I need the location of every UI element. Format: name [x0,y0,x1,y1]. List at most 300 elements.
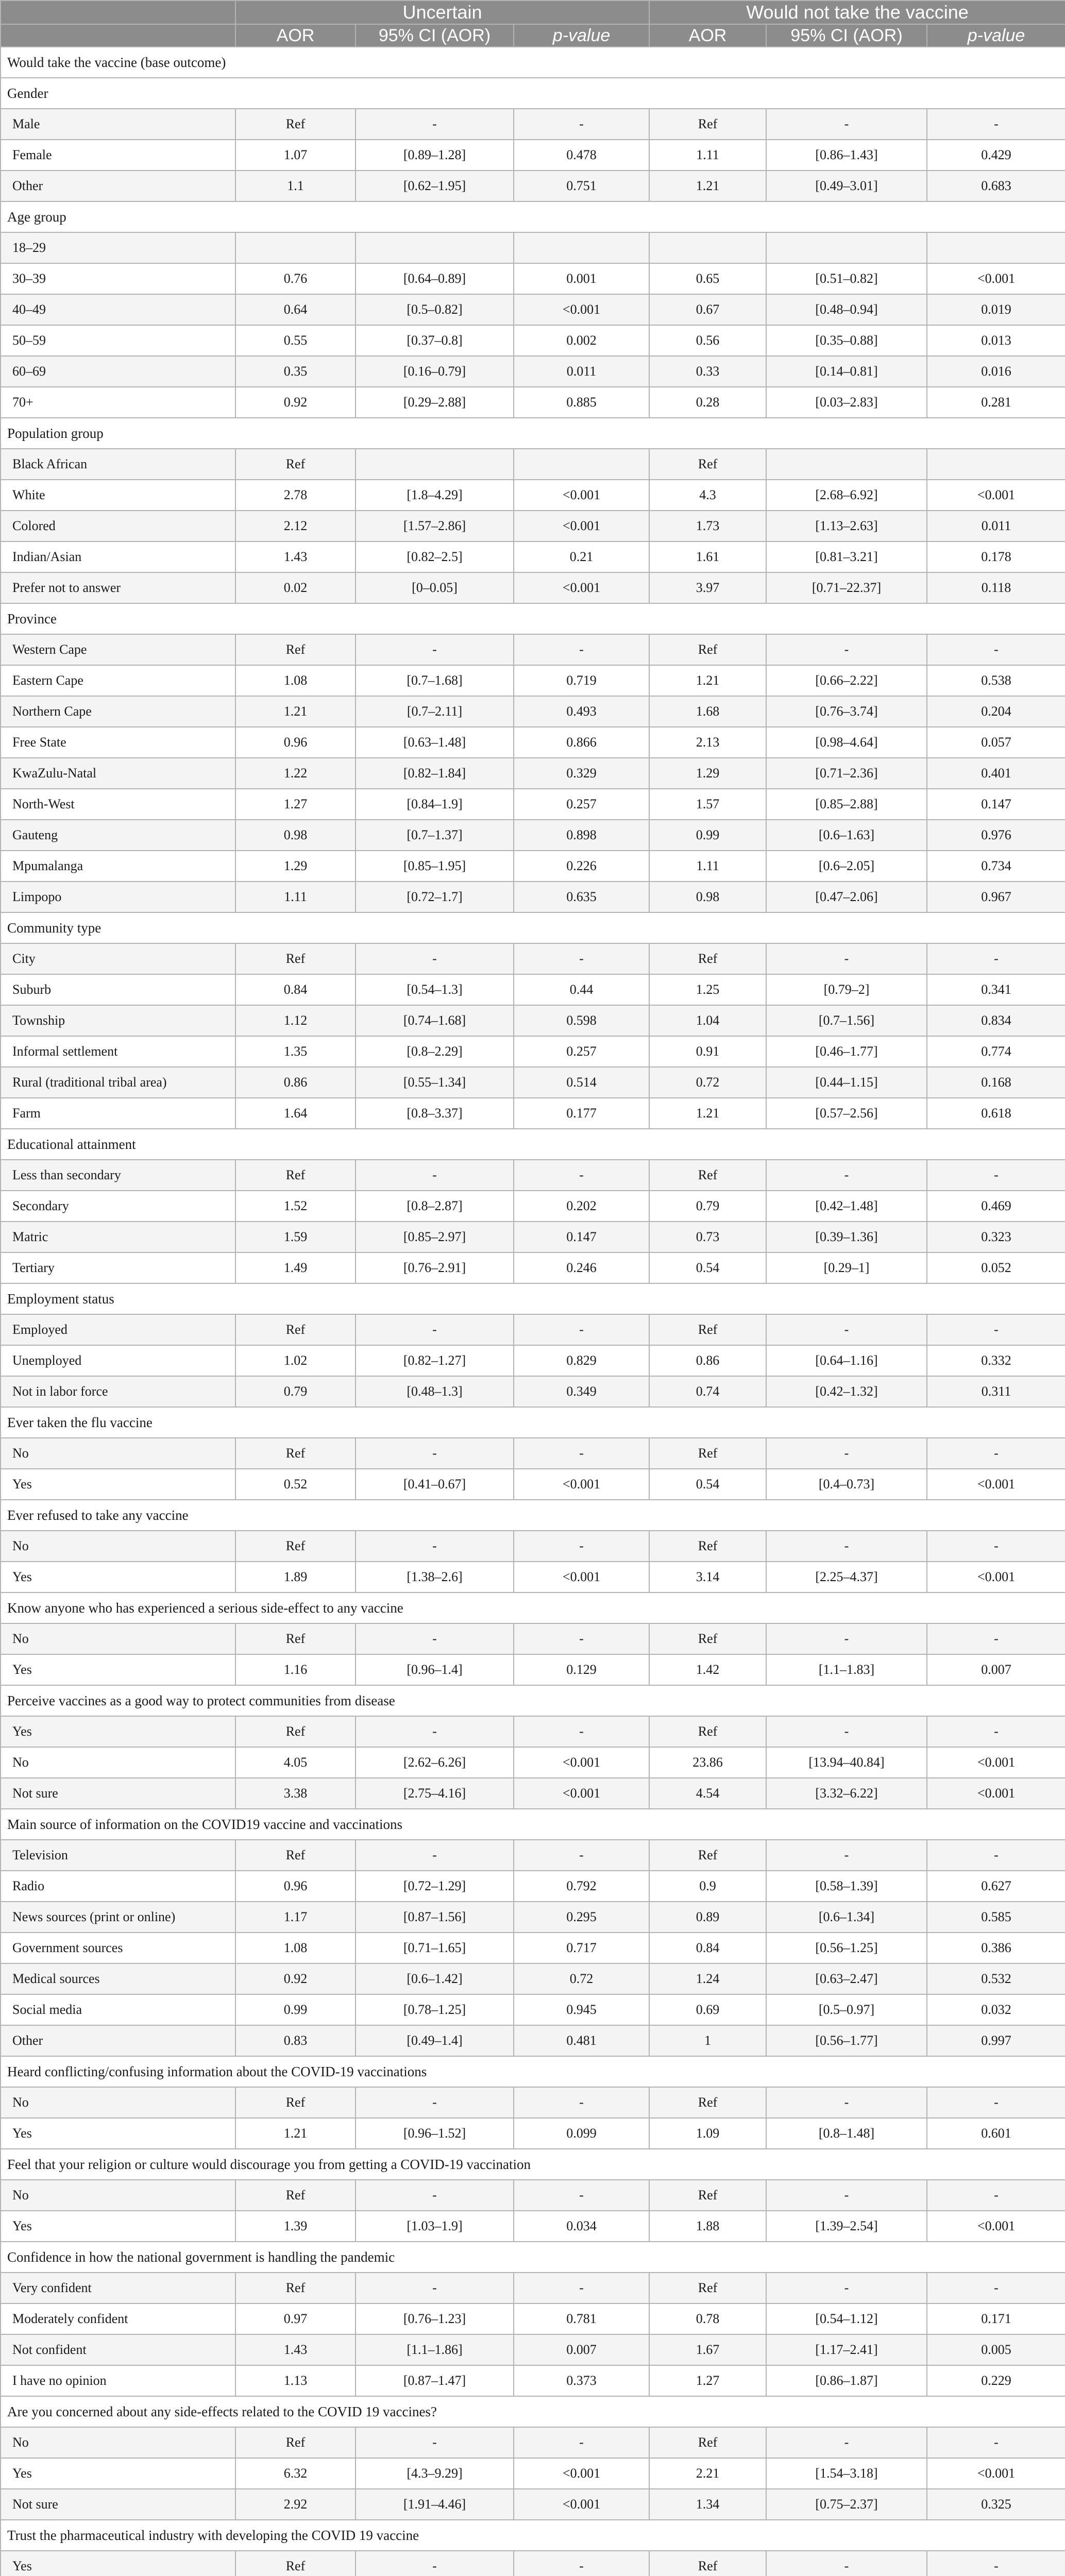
cell-uncertain-aor: 1.89 [235,1562,356,1592]
table-row [1,943,1065,974]
cell-wouldnot-aor: 0.33 [649,356,766,387]
cell-uncertain-aor: 1.64 [235,1098,356,1129]
cell-uncertain-pvalue: 0.002 [514,325,649,356]
row-label: 18–29 [1,232,235,263]
cell-wouldnot-ci: - [766,2087,927,2118]
cell-uncertain-pvalue: 0.514 [514,1067,649,1098]
cell-uncertain-pvalue: - [514,1438,649,1469]
cell-wouldnot-pvalue: 0.118 [927,572,1065,603]
cell-wouldnot-pvalue: <0.001 [927,263,1065,294]
cell-wouldnot-ci [766,449,927,480]
cell-wouldnot-aor: 1.11 [649,140,766,171]
row-label: Female [1,140,235,171]
cell-wouldnot-pvalue: - [927,1716,1065,1747]
cell-wouldnot-aor: 0.78 [649,2303,766,2334]
cell-uncertain-pvalue: 0.478 [514,140,649,171]
cell-wouldnot-aor: 1.04 [649,1005,766,1036]
cell-wouldnot-ci: - [766,109,927,140]
row-label: Male [1,109,235,140]
cell-uncertain-pvalue: 0.373 [514,2365,649,2396]
cell-wouldnot-aor: Ref [649,109,766,140]
table-row [1,2118,1065,2149]
section-header-row [1,418,1065,449]
cell-uncertain-aor: 0.98 [235,820,356,851]
cell-uncertain-aor: 0.84 [235,974,356,1005]
cell-uncertain-pvalue: <0.001 [514,1778,649,1809]
table-row [1,1191,1065,1222]
cell-wouldnot-ci: [0.56–1.25] [766,1933,927,1963]
row-label: Yes [1,2458,235,2489]
table-row [1,1376,1065,1407]
cell-wouldnot-aor: 1.57 [649,789,766,820]
table-row [1,171,1065,201]
cell-uncertain-aor: 1.1 [235,171,356,201]
cell-wouldnot-pvalue: - [927,2087,1065,2118]
table-row [1,1778,1065,1809]
cell-wouldnot-pvalue: 0.013 [927,325,1065,356]
cell-uncertain-pvalue: - [514,1531,649,1562]
cell-wouldnot-aor: 0.91 [649,1036,766,1067]
cell-wouldnot-pvalue: 0.997 [927,2025,1065,2056]
cell-wouldnot-aor: 1.68 [649,696,766,727]
table-row [1,1963,1065,1994]
cell-uncertain-ci: [1.1–1.86] [356,2334,514,2365]
cell-uncertain-ci: [0.37–0.8] [356,325,514,356]
row-label: Township [1,1005,235,1036]
cell-uncertain-ci: [4.3–9.29] [356,2458,514,2489]
table-row [1,140,1065,171]
cell-uncertain-ci: [0.5–0.82] [356,294,514,325]
row-label: Yes [1,2118,235,2149]
table-row [1,2489,1065,2520]
cell-uncertain-pvalue: 0.781 [514,2303,649,2334]
cell-uncertain-pvalue: - [514,2427,649,2458]
row-label: 40–49 [1,294,235,325]
cell-wouldnot-aor: 1.24 [649,1963,766,1994]
cell-uncertain-ci: - [356,634,514,665]
cell-wouldnot-pvalue: <0.001 [927,2211,1065,2242]
cell-uncertain-pvalue: 0.717 [514,1933,649,1963]
cell-uncertain-aor: 2.12 [235,511,356,541]
table-row [1,1222,1065,1252]
cell-uncertain-pvalue: <0.001 [514,1562,649,1592]
cell-wouldnot-aor: 2.21 [649,2458,766,2489]
row-label: Rural (traditional tribal area) [1,1067,235,1098]
cell-wouldnot-pvalue: 0.147 [927,789,1065,820]
cell-uncertain-ci: [0.8–2.29] [356,1036,514,1067]
cell-wouldnot-aor: 1.29 [649,758,766,789]
row-label: Gauteng [1,820,235,851]
cell-wouldnot-aor: 0.54 [649,1252,766,1283]
cell-uncertain-aor: 1.13 [235,2365,356,2396]
cell-uncertain-pvalue: 0.72 [514,1963,649,1994]
section-header-row [1,2396,1065,2427]
cell-wouldnot-ci: [0.35–0.88] [766,325,927,356]
table-row [1,1067,1065,1098]
row-label: I have no opinion [1,2365,235,2396]
cell-wouldnot-pvalue: 0.281 [927,387,1065,418]
cell-uncertain-pvalue: 0.792 [514,1871,649,1902]
cell-wouldnot-pvalue: <0.001 [927,1562,1065,1592]
cell-wouldnot-aor: Ref [649,1716,766,1747]
row-label: Colored [1,511,235,541]
table-row [1,1840,1065,1871]
cell-wouldnot-aor: 2.13 [649,727,766,758]
cell-wouldnot-pvalue: 0.585 [927,1902,1065,1933]
cell-wouldnot-aor: 4.54 [649,1778,766,1809]
section-header-row [1,1809,1065,1840]
table-row [1,1654,1065,1685]
cell-uncertain-ci [356,232,514,263]
cell-uncertain-ci: [0.76–1.23] [356,2303,514,2334]
cell-wouldnot-aor: 3.14 [649,1562,766,1592]
cell-wouldnot-ci: [0.71–2.36] [766,758,927,789]
cell-wouldnot-ci: - [766,943,927,974]
cell-wouldnot-pvalue: 0.683 [927,171,1065,201]
cell-wouldnot-pvalue: 0.774 [927,1036,1065,1067]
table-row [1,2087,1065,2118]
table-row [1,2273,1065,2303]
section-header-row [1,2149,1065,2180]
base-outcome-label: Would take the vaccine (base outcome) [1,47,1065,78]
table-row [1,1871,1065,1902]
header-col-aor: AOR [649,24,766,47]
cell-wouldnot-ci: - [766,1840,927,1871]
cell-wouldnot-ci: [0.57–2.56] [766,1098,927,1129]
cell-uncertain-pvalue: 0.898 [514,820,649,851]
section-title: Know anyone who has experienced a serious side-effect to any vaccine [1,1592,1065,1623]
table-row [1,325,1065,356]
cell-uncertain-pvalue: 0.493 [514,696,649,727]
cell-wouldnot-pvalue: 0.011 [927,511,1065,541]
cell-wouldnot-ci: [0.75–2.37] [766,2489,927,2520]
cell-wouldnot-aor: 1.34 [649,2489,766,2520]
section-header-row [1,2520,1065,2551]
cell-wouldnot-ci: [0.5–0.97] [766,1994,927,2025]
cell-wouldnot-ci: [0.47–2.06] [766,882,927,912]
cell-uncertain-ci: [0.7–2.11] [356,696,514,727]
cell-wouldnot-pvalue: 0.323 [927,1222,1065,1252]
cell-uncertain-ci: [0.6–1.42] [356,1963,514,1994]
row-label: Social media [1,1994,235,2025]
cell-wouldnot-ci: [0.54–1.12] [766,2303,927,2334]
row-label: Northern Cape [1,696,235,727]
cell-wouldnot-ci: [0.86–1.87] [766,2365,927,2396]
cell-wouldnot-aor: Ref [649,634,766,665]
cell-wouldnot-ci: [3.32–6.22] [766,1778,927,1809]
cell-uncertain-pvalue: 0.129 [514,1654,649,1685]
cell-wouldnot-ci: [0.64–1.16] [766,1345,927,1376]
cell-wouldnot-aor: Ref [649,1314,766,1345]
cell-uncertain-ci: - [356,1716,514,1747]
table-row [1,2427,1065,2458]
cell-uncertain-ci: [0.71–1.65] [356,1933,514,1963]
cell-wouldnot-pvalue: 0.538 [927,665,1065,696]
cell-wouldnot-ci: - [766,1314,927,1345]
cell-uncertain-aor: Ref [235,1314,356,1345]
cell-uncertain-pvalue: 0.007 [514,2334,649,2365]
cell-uncertain-pvalue: 0.295 [514,1902,649,1933]
table-row [1,511,1065,541]
cell-uncertain-ci: [0.62–1.95] [356,171,514,201]
cell-wouldnot-ci: [0.85–2.88] [766,789,927,820]
cell-wouldnot-pvalue: 0.532 [927,1963,1065,1994]
cell-wouldnot-pvalue: 0.016 [927,356,1065,387]
cell-uncertain-aor: Ref [235,2180,356,2211]
cell-wouldnot-pvalue: <0.001 [927,480,1065,511]
cell-wouldnot-ci: [0.56–1.77] [766,2025,927,2056]
section-header-row [1,1283,1065,1314]
cell-uncertain-aor: 6.32 [235,2458,356,2489]
cell-wouldnot-pvalue: 0.976 [927,820,1065,851]
section-header-row [1,1129,1065,1160]
cell-wouldnot-pvalue: - [927,634,1065,665]
cell-wouldnot-pvalue: 0.178 [927,541,1065,572]
row-label: Moderately confident [1,2303,235,2334]
cell-wouldnot-ci: - [766,2551,927,2576]
cell-wouldnot-pvalue: 0.834 [927,1005,1065,1036]
cell-uncertain-ci: [0.8–2.87] [356,1191,514,1222]
cell-wouldnot-pvalue: - [927,1438,1065,1469]
cell-uncertain-aor: 0.92 [235,1963,356,1994]
row-label: Not confident [1,2334,235,2365]
row-label: Tertiary [1,1252,235,1283]
cell-wouldnot-aor: Ref [649,449,766,480]
header-blank-cell [1,24,235,47]
row-label: No [1,1747,235,1778]
cell-uncertain-aor: 0.35 [235,356,356,387]
cell-uncertain-aor: 4.05 [235,1747,356,1778]
table-row [1,541,1065,572]
section-title: Age group [1,201,1065,232]
cell-uncertain-ci: [0.89–1.28] [356,140,514,171]
table-row [1,1036,1065,1067]
cell-uncertain-aor: 0.99 [235,1994,356,2025]
cell-wouldnot-ci: - [766,2427,927,2458]
cell-uncertain-pvalue: <0.001 [514,511,649,541]
cell-uncertain-aor: 1.27 [235,789,356,820]
section-title: Perceive vaccines as a good way to protect communities from disease [1,1685,1065,1716]
cell-uncertain-aor: 1.49 [235,1252,356,1283]
cell-wouldnot-ci: [0.39–1.36] [766,1222,927,1252]
cell-wouldnot-ci: - [766,1531,927,1562]
row-label: Yes [1,1469,235,1500]
row-label: Yes [1,2211,235,2242]
cell-uncertain-aor: 1.29 [235,851,356,882]
cell-wouldnot-pvalue: - [927,2551,1065,2576]
table-row [1,2551,1065,2576]
cell-wouldnot-pvalue: - [927,1314,1065,1345]
header-col-pvalue: p-value [927,24,1065,47]
cell-wouldnot-aor: 1.11 [649,851,766,882]
cell-wouldnot-pvalue [927,449,1065,480]
section-header-row [1,78,1065,109]
row-label: Not in labor force [1,1376,235,1407]
cell-uncertain-ci: [0.84–1.9] [356,789,514,820]
cell-wouldnot-ci: [0.58–1.39] [766,1871,927,1902]
cell-uncertain-ci: - [356,1314,514,1345]
cell-wouldnot-aor: 0.98 [649,882,766,912]
cell-uncertain-ci: [0.29–2.88] [356,387,514,418]
cell-uncertain-ci: - [356,2427,514,2458]
cell-wouldnot-aor: Ref [649,2551,766,2576]
row-label: Informal settlement [1,1036,235,1067]
table-row [1,974,1065,1005]
cell-wouldnot-ci: [0.71–22.37] [766,572,927,603]
cell-uncertain-ci: [0.16–0.79] [356,356,514,387]
cell-wouldnot-ci: - [766,1160,927,1191]
row-label: No [1,1531,235,1562]
table-row [1,1098,1065,1129]
cell-wouldnot-pvalue: - [927,2273,1065,2303]
cell-uncertain-ci: - [356,2551,514,2576]
cell-wouldnot-ci: - [766,1438,927,1469]
cell-wouldnot-ci: [0.79–2] [766,974,927,1005]
cell-wouldnot-pvalue: - [927,109,1065,140]
row-label: No [1,2180,235,2211]
cell-wouldnot-pvalue: 0.007 [927,1654,1065,1685]
table-row [1,109,1065,140]
cell-uncertain-ci: - [356,943,514,974]
cell-uncertain-aor: Ref [235,1716,356,1747]
cell-wouldnot-pvalue: 0.229 [927,2365,1065,2396]
cell-uncertain-ci: [0.96–1.4] [356,1654,514,1685]
cell-uncertain-aor: 0.76 [235,263,356,294]
cell-uncertain-aor: 0.96 [235,727,356,758]
cell-uncertain-pvalue: 0.329 [514,758,649,789]
table-row [1,820,1065,851]
row-label: News sources (print or online) [1,1902,235,1933]
table-row [1,634,1065,665]
header-blank-cell [1,1,235,24]
cell-wouldnot-ci: [0.42–1.48] [766,1191,927,1222]
cell-uncertain-aor: 2.92 [235,2489,356,2520]
section-title: Main source of information on the COVID19 vaccine and vaccinations [1,1809,1065,1840]
cell-wouldnot-aor: 0.72 [649,1067,766,1098]
cell-uncertain-ci: [0.85–2.97] [356,1222,514,1252]
table-row [1,449,1065,480]
table-row [1,1252,1065,1283]
cell-uncertain-aor: 1.02 [235,1345,356,1376]
cell-wouldnot-pvalue: 0.627 [927,1871,1065,1902]
cell-uncertain-pvalue: 0.829 [514,1345,649,1376]
cell-uncertain-aor: Ref [235,2273,356,2303]
cell-uncertain-ci: [0.72–1.7] [356,882,514,912]
cell-uncertain-ci: [0.87–1.56] [356,1902,514,1933]
table-row [1,789,1065,820]
row-label: Matric [1,1222,235,1252]
cell-wouldnot-aor: Ref [649,1623,766,1654]
header-col-pvalue: p-value [514,24,649,47]
cell-uncertain-ci: [1.03–1.9] [356,2211,514,2242]
cell-uncertain-pvalue: <0.001 [514,1747,649,1778]
cell-uncertain-ci: [0.7–1.68] [356,665,514,696]
cell-wouldnot-ci: [1.1–1.83] [766,1654,927,1685]
cell-uncertain-ci: [0.54–1.3] [356,974,514,1005]
cell-wouldnot-aor: 0.99 [649,820,766,851]
table-row [1,665,1065,696]
table-row [1,1469,1065,1500]
table-row [1,356,1065,387]
cell-wouldnot-ci: [0.66–2.22] [766,665,927,696]
cell-uncertain-pvalue [514,449,649,480]
table-row [1,263,1065,294]
row-label: Medical sources [1,1963,235,1994]
cell-uncertain-ci: [0.96–1.52] [356,2118,514,2149]
cell-uncertain-pvalue: 0.099 [514,2118,649,2149]
cell-wouldnot-aor: 0.86 [649,1345,766,1376]
cell-wouldnot-ci: [0.44–1.15] [766,1067,927,1098]
cell-uncertain-aor: Ref [235,1623,356,1654]
section-header-row [1,1685,1065,1716]
row-label: Yes [1,1654,235,1685]
row-label: Other [1,2025,235,2056]
table-row [1,1562,1065,1592]
table-row [1,758,1065,789]
cell-wouldnot-pvalue: 0.032 [927,1994,1065,2025]
cell-uncertain-pvalue: 0.866 [514,727,649,758]
cell-uncertain-aor: 1.22 [235,758,356,789]
cell-wouldnot-pvalue: 0.311 [927,1376,1065,1407]
cell-uncertain-pvalue: 0.011 [514,356,649,387]
cell-uncertain-aor: Ref [235,1160,356,1191]
section-title: Employment status [1,1283,1065,1314]
cell-uncertain-aor: 0.55 [235,325,356,356]
cell-uncertain-ci: [0.82–1.84] [356,758,514,789]
row-label: No [1,1438,235,1469]
cell-wouldnot-ci: - [766,634,927,665]
table-row [1,851,1065,882]
cell-wouldnot-pvalue: 0.401 [927,758,1065,789]
table-row [1,1716,1065,1747]
cell-uncertain-aor: 2.78 [235,480,356,511]
row-label: Not sure [1,2489,235,2520]
cell-uncertain-pvalue: - [514,2273,649,2303]
table-row [1,2365,1065,2396]
table-row [1,1438,1065,1469]
row-label: Farm [1,1098,235,1129]
row-label: Western Cape [1,634,235,665]
cell-uncertain-ci: [0.55–1.34] [356,1067,514,1098]
cell-uncertain-aor: 1.08 [235,1933,356,1963]
cell-uncertain-pvalue: - [514,634,649,665]
cell-wouldnot-aor: 0.74 [649,1376,766,1407]
cell-wouldnot-aor: 1 [649,2025,766,2056]
cell-uncertain-ci: [0.8–3.37] [356,1098,514,1129]
cell-uncertain-ci: [0.7–1.37] [356,820,514,851]
cell-wouldnot-pvalue: 0.204 [927,696,1065,727]
section-header-row [1,2056,1065,2087]
cell-wouldnot-pvalue: <0.001 [927,2458,1065,2489]
cell-uncertain-pvalue: 0.635 [514,882,649,912]
cell-wouldnot-ci: [1.17–2.41] [766,2334,927,2365]
cell-wouldnot-pvalue: - [927,1531,1065,1562]
cell-wouldnot-aor [649,232,766,263]
cell-wouldnot-pvalue: 0.469 [927,1191,1065,1222]
table-row [1,2180,1065,2211]
cell-uncertain-aor [235,232,356,263]
cell-wouldnot-ci: [0.76–3.74] [766,696,927,727]
cell-wouldnot-pvalue: - [927,943,1065,974]
row-label: City [1,943,235,974]
row-label: White [1,480,235,511]
cell-wouldnot-aor: 1.09 [649,2118,766,2149]
cell-wouldnot-ci: [0.42–1.32] [766,1376,927,1407]
cell-wouldnot-pvalue: 0.168 [927,1067,1065,1098]
section-title: Educational attainment [1,1129,1065,1160]
section-title: Trust the pharmaceutical industry with developing the COVID 19 vaccine [1,2520,1065,2551]
table-row [1,882,1065,912]
